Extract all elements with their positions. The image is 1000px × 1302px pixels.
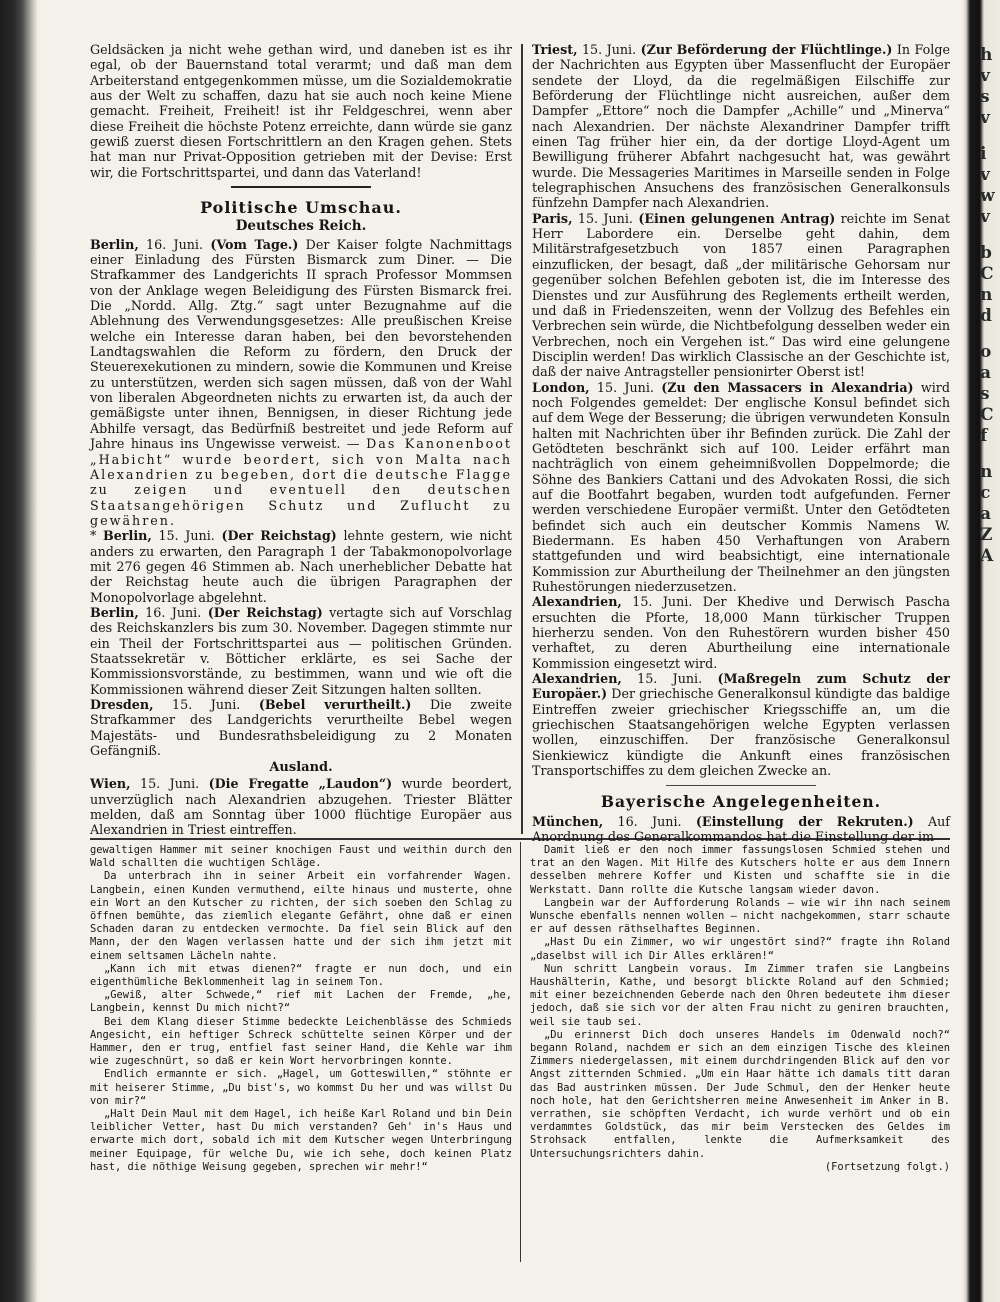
- dateline: Berlin,: [103, 528, 152, 544]
- date: 15. Juni.: [581, 42, 637, 57]
- dateline: München,: [532, 813, 604, 829]
- article-spaced-text: Das Kanonenboot „Habicht“ wurde beordert, sich von Malta nach Alexandrien zu begeben, dort die deutsche Flagge zu zeigen und eventuell den deutschen Staatsangehörigen Schutz und Zuflucht zu gewähren.: [90, 436, 512, 528]
- article-text: Der Kaiser folgte Nachmittags einer Einladung des Fürsten Bismarck zum Diner. — Die Strafkammer des Landgerichts II sprach Professor Mommsen von der Anklage wegen Beleidigung des Fürsten Bismarck frei. Die „Nordd. Allg. Ztg.“ sagt unter Bezugnahme auf die Ablehnung des Verwendungsgesetzes: Alle preußischen Kreise welche ein Interesse daran haben, bei den bevorstehenden Landtagswahlen die Reform zu fördern, den Druck der Steuerexekutionen zu mindern, sowie die Kommunen und Kreise zu unterstützen, werden sich sagen müssen, daß von der Wahl von liberalen Abgeordneten nichts zu erwarten ist, da auch der gemäßigste unter ihnen, Bennigsen, in dieser Richtung jede Abhilfe versagt, das Bedürfniß bestreitet und jede Reform auf Jahre hinaus ins Ungewisse verweist. —: [90, 236, 512, 452]
- dateline: London,: [532, 379, 590, 395]
- article-alexandrien-2: [532, 671, 950, 778]
- date: 15. Juni.: [577, 210, 633, 226]
- headline: (Einstellung der Rekruten.): [695, 813, 914, 829]
- date: 15. Juni.: [596, 379, 654, 395]
- strip-letter: C: [980, 405, 994, 425]
- strip-gap: [980, 447, 1000, 462]
- strip-letter: Z: [980, 525, 993, 545]
- headline: (Zur Beförderung der Flüchtlinge.): [640, 42, 893, 57]
- feuilleton-paragraph: Damit ließ er den noch immer fassungslosen Schmied stehen und trat an den Wagen. Mit Hilfe des Kutschers holte er aus dem Innern desselben mehrere Koffer und Kisten und schaffte sie in die Werkstatt. Dann rollte die Kutsche langsam wieder davon.: [530, 844, 950, 896]
- strip-letter: v: [980, 165, 990, 185]
- article-berlin-vom-tage: [90, 237, 512, 529]
- feuilleton-paragraph: Endlich ermannte er sich. „Hagel, um Gotteswillen,“ stöhnte er mit heiserer Stimme, „Du bist's, wo kommst Du her und was willst Du von mir?“: [90, 1068, 512, 1107]
- article-dresden: [90, 697, 512, 758]
- date: 15. Juni.: [172, 697, 241, 712]
- strip-letter: f: [980, 426, 988, 446]
- article-paris: [532, 211, 950, 380]
- feuilleton-paragraph: Da unterbrach ihn in seiner Arbeit ein vorfahrender Wagen. Langbein, einen Kunden vermuthend, eilte hinaus und musterte, ohne ein Wort an den Kutscher zu richten, der sich soeben den Schlag zu öffnen bemühte, das ziemlich elegante Gefährt, ohne daß er einen Schaden daran zu entdecken vermochte. Da fiel sein Blick auf den Mann, der den Wagen verlassen hatte und der sich ihm jetzt mit einem seltsamen Lächeln nahte.: [90, 870, 512, 962]
- strip-letter: o: [980, 342, 992, 362]
- date: 15. Juni.: [158, 528, 215, 544]
- continuation-note: (Fortsetzung folgt.): [824, 1160, 950, 1173]
- article-text: wird noch Folgendes gemeldet: Der englische Konsul befindet sich auf dem Wege der Besserung; die übrigen verwundeten Konsuln halten mit Nachrichten über ihr Befinden zurück. Die Zahl der Getödteten beschränkt sich auf 100. Leider erfährt man nachträglich von einem geheimnißvollen Doppelmorde; die Söhne des Bankiers Cattani und des Advokaten Rossi, die sich auf die Bootfahrt begaben, wurden todt aufgefunden. Ferner werden verschiedene Europäer vermißt. Unter den Getödteten befindet sich auch ein deutscher Kommis Namens W. Biedermann. Es haben 450 Verhaftungen von Arabern stattgefunden und wird beabsichtigt, eine internationale Kommission zur Aburtheilung der Theilnehmer an den jüngsten Ruhestörungen niederzusetzen.: [532, 379, 950, 595]
- headline: (Zu den Massacers in Alexandria): [661, 379, 914, 395]
- book-gutter: [0, 0, 38, 1302]
- strip-letter: s: [980, 384, 990, 404]
- article-alexandrien-1: [532, 594, 950, 671]
- strip-letter: v: [980, 66, 990, 86]
- article-text: lehnte gestern, wie nicht anders zu erwarten, den Paragraph 1 der Tabakmonopolvorlage mit 276 gegen 46 Stimmen ab. Nach unerheblicher Debatte hat der Reichstag heute auch die übrigen Paragraphen der Monopolvorlage abgelehnt.: [90, 528, 512, 605]
- strip-letter: i: [980, 144, 987, 164]
- right-column: [532, 42, 950, 844]
- left-column: [90, 42, 512, 838]
- date: 15. Juni.: [140, 776, 200, 792]
- feuilleton-paragraph: Nun schritt Langbein voraus. Im Zimmer trafen sie Langbeins Haushälterin, Kathe, und besorgt blickte Roland auf den Schmied; mit einer bezeichnenden Geberde nach den Ohren bedeutete ihm dieser jedoch, daß sie sich vor der alten Frau nicht zu geniren brauchten, weil sie taub sei.: [530, 962, 950, 1028]
- strip-letter: a: [980, 504, 992, 524]
- headline: (Einen gelungenen Antrag): [638, 210, 836, 226]
- headline: (Die Fregatte „Laudon“): [208, 776, 393, 792]
- article-text: Auf Anordnung des Generalkommandos hat die Einstellung der im: [532, 813, 950, 844]
- date: 16. Juni.: [617, 813, 682, 829]
- dateline: Triest,: [532, 42, 578, 57]
- strip-letter: A: [980, 546, 994, 566]
- strip-letter: d: [980, 306, 992, 326]
- strip-letter: h: [980, 45, 993, 65]
- dateline: Paris,: [532, 210, 573, 226]
- article-berlin-reichstag-1: [90, 528, 512, 605]
- strip-letter: v: [980, 207, 990, 227]
- article-text: Der Khedive und Derwisch Pascha ersuchten die Pforte, 18,000 Mann türkischer Truppen hierherzu senden. Von den Ruhestörern wurden bisher 450 verhaftet, zu deren Aburtheilung eine internationale Kommission eingesetzt wird.: [532, 594, 950, 671]
- feuilleton-column-rule: [520, 842, 521, 1262]
- article-text: reichte im Senat Herr Labordere ein. Derselbe geht dahin, dem Militärstrafgesetzbuch von 1857 einen Paragraphen einzuflicken, der besagt, daß „der militärische Gehorsam nur gegenüber solchen Befehlen geboten ist, die im Interesse des Dienstes und zur Ausführung des Reglements ertheilt werden, und daß in Friedenszeiten, wenn der Vollzug des Befehles ein Verbrechen sein würde, die Nichtbefolgung desselben weder ein Verbrechen, noch ein Vergehen ist.“ Das wird eine gelungene Disciplin werden! Das wirklich Classische an der Geschichte ist, daß der naive Antragsteller pensionirter Oberst ist!: [532, 210, 950, 380]
- feuilleton-paragraph: „Halt Dein Maul mit dem Hagel, ich heiße Karl Roland und bin Dein leiblicher Vetter, hast Du mich verstanden? Geh' in's Haus und erwarte mich dort, sobald ich mit dem Kutscher wegen Unterbringung meiner Equipage, für welche Du, wie ich sehe, doch keinen Platz hast, die nöthige Weisung gegeben, sprechen wir mehr!“: [90, 1108, 512, 1173]
- strip-gap: [980, 129, 1000, 144]
- strip-letter: w: [980, 186, 995, 206]
- article-text: wurde beordert, unverzüglich nach Alexandrien abzugehen. Triester Blätter melden, daß am Sonntag über 1000 flüchtige Europäer aus Alexandrien in Triest eintreffen.: [90, 776, 512, 838]
- article-muenchen: [532, 814, 950, 845]
- bavarian-section-title: Bayerische Angelegenheiten.: [600, 791, 882, 811]
- strip-letter: c: [980, 483, 991, 503]
- strip-gap: [980, 228, 1000, 243]
- next-page-strip: [980, 45, 1000, 567]
- date: 15. Juni.: [632, 594, 693, 610]
- strip-letter: a: [980, 363, 992, 383]
- article-text: In Folge der Nachrichten aus Egypten über Massenflucht der Europäer sendete der Lloyd, da die regelmäßigen Eilschiffe zur Beförderung der Flüchtlinge nicht ausreichen, außer dem Dampfer „Ettore“ noch die Dampfer „Achille“ und „Minerva“ nach Alexandrien. Der nächste Alexandriner Dampfer trifft einen Tag früher hier ein, da der dortige Lloyd-Agent um Bewilligung früherer Abfahrt nachgesucht hat, was gewährt wurde. Die Messageries Maritimes in Marseille senden in Folge telegraphischen Ansuchens des französischen Generalkonsuls fünfzehn Dampfer nach Alexandrien.: [532, 42, 950, 211]
- feuilleton-left: [90, 844, 512, 1174]
- feuilleton-paragraph: „Hast Du ein Zimmer, wo wir ungestört sind?“ fragte ihn Roland „daselbst will ich Dir Alles erklären!“: [530, 936, 950, 962]
- prefix: *: [90, 528, 104, 544]
- article-triest: [532, 42, 950, 211]
- feuilleton-right: [530, 844, 950, 1174]
- dateline: Berlin,: [90, 236, 139, 252]
- feuilleton-paragraph: Bei dem Klang dieser Stimme bedeckte Leichenblässe des Schmieds Angesicht, ein heftiger Schreck schüttelte seinen Körper und der Hammer, den er trug, entfiel fast seiner Hand, die Kehle war ihm wie zugeschnürt, so daß er kein Wort hervorbringen konnte.: [90, 1015, 512, 1068]
- headline: (Der Reichstag): [221, 528, 337, 544]
- headline: (Vom Tage.): [210, 236, 299, 252]
- section-subtitle: Deutsches Reich.: [235, 217, 367, 234]
- dateline: Wien,: [90, 776, 131, 792]
- dateline: Berlin,: [90, 604, 139, 620]
- article-text: Die zweite Strafkammer des Landgerichts verurtheilte Bebel wegen Majestäts- und Bundesrathsbeleidigung zu 2 Monaten Gefängniß.: [90, 697, 512, 759]
- date: 16. Juni.: [145, 604, 202, 620]
- headline: (Bebel verurtheilt.): [258, 697, 412, 712]
- article-text: vertagte sich auf Vorschlag des Reichskanzlers bis zum 30. November. Dagegen stimmte nur ein Theil der Fortschrittspartei aus — politischen Gründen. Staatssekretär v. Bötticher erklärte, es sei Sache der Kommissionsvorstände, zu bestimmen, wann und wie oft die Kommissionen während dieser Zeit Sitzungen halten sollten.: [90, 604, 512, 697]
- strip-letter: C: [980, 264, 994, 284]
- feuilleton-paragraph: gewaltigen Hammer mit seiner knochigen Faust und weithin durch den Wald schallten die wuchtigen Schläge.: [90, 844, 512, 870]
- date: 16. Juni.: [146, 236, 204, 252]
- date: 15. Juni.: [637, 671, 703, 687]
- dateline: Dresden,: [90, 697, 154, 712]
- headline: (Maßregeln zum Schutz der Europäer.): [532, 671, 950, 702]
- article-berlin-reichstag-2: [90, 605, 512, 697]
- feuilleton-paragraph: Langbein war der Aufforderung Rolands — wie wir ihn nach seinem Wunsche ebenfalls nennen wollen — nicht nachgekommen, starr schaute er auf dessen räthselhaftes Beginnen.: [530, 896, 950, 936]
- feuilleton-paragraph: „Kann ich mit etwas dienen?“ fragte er nun doch, und ein eigenthümliche Beklommenheit lag in seinem Ton.: [90, 962, 512, 989]
- strip-letter: n: [980, 462, 993, 482]
- dateline: Alexandrien,: [532, 594, 622, 610]
- strip-letter: v: [980, 108, 990, 128]
- column-rule: [521, 44, 523, 834]
- ausland-heading: Ausland.: [269, 760, 333, 776]
- strip-gap: [980, 327, 1000, 342]
- strip-letter: b: [980, 243, 992, 263]
- article-wien: [90, 776, 512, 837]
- strip-letter: n: [980, 285, 993, 305]
- feuilleton-paragraph: „Du erinnerst Dich doch unseres Handels im Odenwald noch?“ begann Roland, nachdem er sich an dem einzigen Tische des kleinen Zimmers niedergelassen, mit einem durchdringenden Blick auf den vor Angst zitternden Schmied. „Um ein Haar hätte ich damals titt daran das Bad austrinken müssen. Der Jude Schmul, den der Henker heute noch hole, hat den Gerichtsherren meine Anwesenheit im Anker in B. verrathen, sie schöpften Verdacht, ich wurde verhört und ob ein verdammtes Goldstück, das mir beim Verstecken des Geldes im Strohsack entfallen, lenkte die Aufmerksamkeit des Untersuchungsrichters dahin.: [530, 1028, 950, 1160]
- article-text: Der griechische Generalkonsul kündigte das baldige Eintreffen zweier griechischer Kriegsschiffe an, um die griechischen Staatsangehörigen welche Egypten verlassen wollen, einzuschiffen. Der französische Generalkonsul Sienkiewicz kündigte die Ankunft eines französischen Transportschiffes zu dem gleichen Zwecke an.: [532, 686, 950, 779]
- intro-paragraph: Geldsäcken ja nicht wehe gethan wird, und daneben ist es ihr egal, ob der Bauernstand total verarmt; und daß man dem Arbeiterstand entgegenkommen müsse, um die Sozialdemokratie aus der Welt zu schaffen, dazu hat sie auch noch keine Miene gemacht. Freiheit, Freiheit! ist ihr Feldgeschrei, wenn aber diese Freiheit die höchste Potenz erreichte, dann würde sie ganz gewiß zuerst diesen Fortschrittlern an den Kragen gehen. Stets hat man nur Privat-Opposition getrieben mit der Devise: Erst wir, die Fortschrittspartei, und dann das Vaterland!: [90, 42, 512, 180]
- divider: [666, 785, 816, 786]
- headline: (Der Reichstag): [207, 604, 323, 620]
- article-london: [532, 380, 950, 595]
- strip-letter: s: [980, 87, 990, 107]
- feuilleton-paragraph: „Gewiß, alter Schwede,“ rief mit Lachen der Fremde, „he, Langbein, kennst Du mich nicht?“: [90, 989, 512, 1015]
- section-title: Politische Umschau.: [200, 197, 402, 217]
- dateline: Alexandrien,: [532, 671, 622, 687]
- divider: [231, 186, 371, 188]
